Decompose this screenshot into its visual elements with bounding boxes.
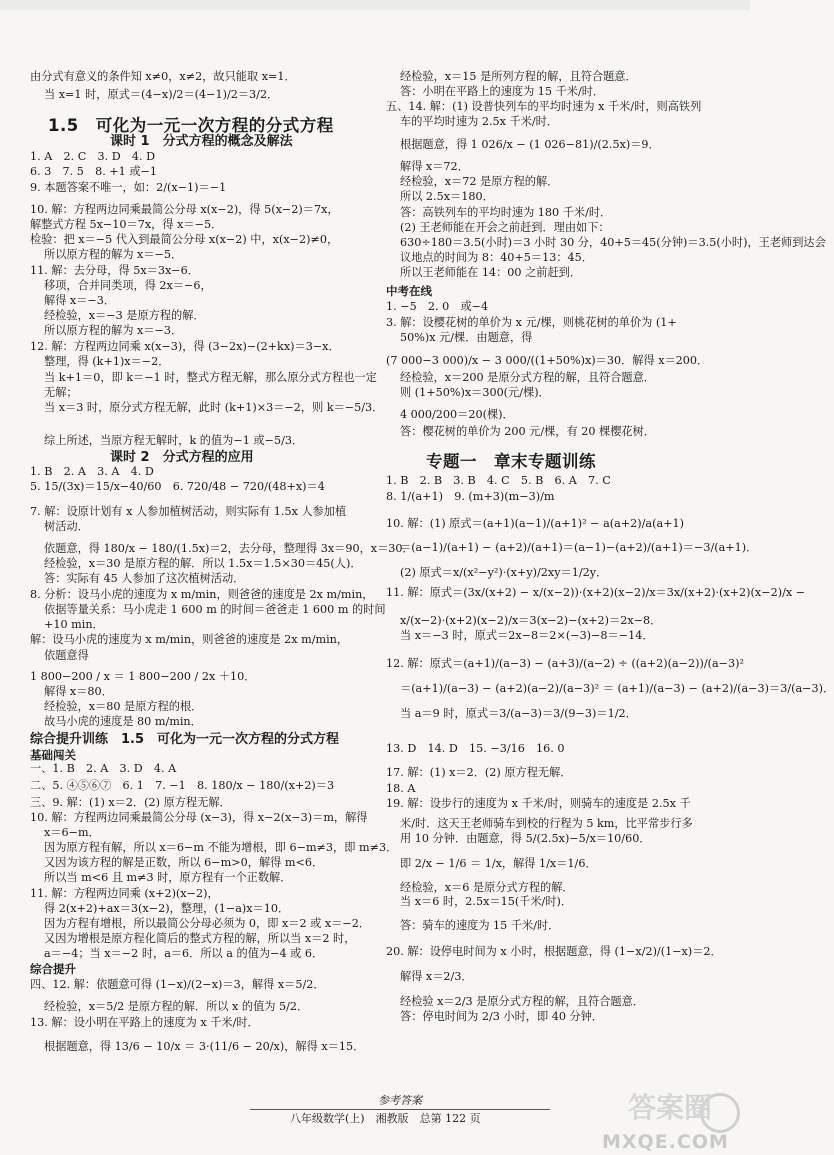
right-column-line: 17. 解：(1) x＝2．(2) 原方程无解． [386, 766, 572, 779]
left-column-line: 1.5 可化为一元一次方程的分式方程 [48, 116, 334, 135]
left-column-line: 6. 3 7. 5 8. +1 或−1 [30, 165, 158, 178]
right-column-line: 所以王老师能在 14：00 之前赶到． [400, 266, 582, 279]
top-scan-band [0, 0, 750, 10]
left-column-line: 经检验，x＝−3 是原方程的解． [44, 309, 205, 322]
left-column-line: x＝6−m． [44, 826, 100, 839]
right-column-line: 中考在线 [386, 284, 432, 298]
left-column-line: +10 min． [44, 618, 104, 631]
left-column-line: 答：实际有 45 人参加了这次植树活动． [44, 572, 245, 585]
right-column-line: x/(x−2)·(x+2)(x−2)/x＝3(x−2)−(x+2)＝2x−8． [400, 614, 662, 627]
right-column-line: 当 a＝9 时，原式＝3/(a−3)＝3/(9−3)＝1/2． [400, 707, 637, 720]
right-column-line: 8. 1/(a+1) 9. (m+3)(m−3)/m [386, 490, 555, 503]
right-column-line: (2) 原式＝x/(x²−y²)·(x+y)/2xy＝1/2y． [400, 566, 608, 579]
left-column-line: 树活动． [44, 520, 89, 533]
left-column-line: 9. 本题答案不唯一，如：2/(x−1)＝−1 [30, 181, 227, 194]
left-column-line: 当 x=1 时，原式＝(4−x)/2＝(4−1)/2＝3/2． [44, 88, 279, 101]
left-column-line: 1 800−200 / x ＝ 1 800−200 / 2x ＋10． [30, 670, 256, 683]
left-column-line: 又因为该方程的解是正数，所以 6−m>0，解得 m<6． [44, 856, 324, 869]
footer-page-info: 八年级数学(上) 湘教版 总第 122 页 [290, 1112, 481, 1125]
left-column-line: 经检验，x＝30 是原方程的解．所以 1.5x＝1.5×30＝45(人)． [44, 557, 362, 570]
left-column-line: 综上所述，当原方程无解时，k 的值为−1 或−5/3． [44, 434, 304, 447]
right-column-line: 专题一 章末专题训练 [426, 452, 596, 471]
watermark-url: MXQE.COM [602, 1131, 729, 1153]
footer-divider [250, 1109, 550, 1110]
left-column-line: 移项，合并同类项，得 2x＝−6， [44, 279, 212, 292]
right-column-line: 经检验，x＝72 是原方程的解． [400, 175, 559, 188]
right-column-line: 1. −5 2. 0 或−4 [386, 300, 489, 313]
right-column-line: 答：高铁列车的平均时速为 180 千米/时． [400, 206, 612, 219]
right-column-line: 当 x＝−3 时，原式＝2x−8＝2×(−3)−8＝−14． [400, 629, 654, 642]
left-column-line: 解：设马小虎的速度为 x m/min，则爸爸的速度是 2x m/min， [30, 633, 349, 646]
left-column-line: 无解； [44, 386, 78, 399]
left-column-line: 综合提升训练 1.5 可化为一元一次方程的分式方程 [30, 732, 340, 747]
left-column-line: 7. 解：设原计划有 x 人参加植树活动，则实际有 1.5x 人参加植 [30, 505, 347, 518]
right-column-line: 答：停电时间为 2/3 小时，即 40 分钟． [400, 1010, 604, 1023]
right-column-line: 1. B 2. B 3. B 4. C 5. B 6. A 7. C [386, 474, 611, 487]
left-column-line: 基础闯关 [30, 748, 76, 762]
left-column-line: 三、9. 解：(1) x＝2．(2) 原方程无解． [30, 796, 231, 809]
left-column-line: 13. 解：设小明在平路上的速度为 x 千米/时． [30, 1016, 259, 1029]
right-column-line: 11. 解：原式＝(3x/(x+2) − x/(x−2))·(x+2)(x−2)/x＝3x/(x+2)·(x+2)(x−2)/x − [386, 586, 806, 599]
right-column-line: 车的平均时速为 2.5x 千米/时． [400, 115, 559, 128]
left-column-line: 课时 1 分式方程的概念及解法 [110, 134, 293, 149]
left-column-line: 四、12. 解：依题意可得 (1−x)/(2−x)＝3，解得 x＝5/2． [30, 978, 325, 991]
right-column-line: ＝(a−1)/(a+1) − (a+2)/(a+1)＝(a−1)−(a+2)/(a+1)＝−3/(a+1)． [400, 541, 758, 554]
right-column-line: 经检验，x＝6 是原分式方程的解． [400, 881, 574, 894]
left-column-line: 二、5. ④⑤⑥⑦ 6. 1 7. −1 8. 180/x − 180/(x+2)＝3 [30, 779, 335, 792]
right-column-line: 答：骑车的速度为 15 千米/时． [400, 919, 560, 932]
footer-label: 参考答案 [378, 1094, 422, 1107]
left-column-line: 课时 2 分式方程的应用 [110, 450, 254, 465]
right-column-line: 所以 2.5x＝180． [400, 190, 494, 203]
left-column-line: 12. 解：方程两边同乘 x(x−3)，得 (3−2x)−(2+kx)＝3−x． [30, 340, 340, 353]
left-column-line: 一、1. B 2. A 3. D 4. A [30, 762, 177, 775]
left-column-line: 1. B 2. A 3. A 4. D [30, 465, 154, 478]
left-column-line: 综合提升 [30, 962, 76, 976]
left-column-line: 当 x＝3 时，原分式方程无解，此时 (k+1)×3＝−2，则 k＝−5/3． [44, 401, 384, 414]
right-column-line: 18. A [386, 782, 416, 795]
left-column-line: 8. 分析：设马小虎的速度为 x m/min，则爸爸的速度是 2x m/min， [30, 588, 374, 601]
left-column-line: 10. 解：方程两边同乘最简公分母 (x−3)，得 x−2(x−3)＝m，解得 [30, 811, 368, 824]
left-column-line: 检验：把 x＝−5 代入到最简公分母 x(x−2) 中，x(x−2)≠0， [30, 233, 339, 246]
right-column-line: 即 2/x − 1/6 ＝ 1/x，解得 1/x＝1/6． [400, 857, 597, 870]
right-column-line: (2) 王老师能在开会之前赶到．理由如下： [400, 221, 610, 234]
right-column-line: 答：樱花树的单价为 200 元/棵，有 20 棵樱花树． [400, 425, 655, 438]
right-column-line: 解得 x＝2/3． [400, 970, 473, 983]
left-column-line: 得 2(x+2)+ax＝3(x−2)，整理，(1−a)x＝10． [44, 902, 290, 915]
right-column-line: 则 (1+50%)x＝300(元/棵)． [400, 386, 550, 399]
left-column-line: 经检验，x＝5/2 是原方程的解．所以 x 的值为 5/2． [44, 1000, 309, 1013]
right-column-line: 解得 x＝72． [400, 160, 469, 173]
left-column-line: 所以原方程的解为 x＝−5． [44, 248, 183, 261]
left-column-line: 因为方程有增根，所以最简公分母必须为 0，即 x＝2 或 x＝−2． [44, 917, 371, 930]
right-column-line: 3. 解：设樱花树的单价为 x 元/棵，则桃花树的单价为 (1+ [386, 316, 677, 329]
right-column-line: 五、14. 解：(1) 设普快列车的平均时速为 x 千米/时，则高铁列 [386, 100, 702, 113]
right-column-line: ＝(a+1)/(a−3) − (a+2)(a−2)/(a−3)² ＝ (a+1)/(a−3) − (a+2)/(a−3)＝3/(a−3)． [400, 682, 834, 695]
right-column-line: 米/时．这天王老师骑车到校的行程为 5 km，比平常步行多 [400, 817, 693, 830]
right-column-line: 根据题意，得 1 026/x − (1 026−81)/(2.5x)＝9． [400, 138, 660, 151]
right-column-line: 经检验 x＝2/3 是原分式方程的解，且符合题意． [400, 995, 644, 1008]
left-column-line: 所以当 m<6 且 m≠3 时，原方程有一个正数解． [44, 871, 292, 884]
left-column-line: 由分式有意义的条件知 x≠0，x≠2，故只能取 x=1． [30, 70, 296, 83]
left-column-line: 解得 x＝80． [44, 685, 113, 698]
right-column-line: 4 000/200＝20(棵)． [400, 408, 514, 421]
left-column-line: 因为原方程有解，所以 x＝6−m 不能为增根，即 6−m≠3，即 m≠3． [44, 841, 398, 854]
left-column-line: 又因为增根是原方程化简后的整式方程的解，所以当 x＝2 时， [44, 932, 356, 945]
left-column-line: 5. 15/(3x)＝15/x−40/60 6. 720/48 − 720/(48+x)＝4 [30, 480, 325, 493]
left-column-line: 根据题意，得 13/6 − 10/x ＝ 3·(11/6 − 20/x)，解得 x＝15． [44, 1040, 365, 1053]
right-column-line: 答：小明在平路上的速度为 15 千米/时． [400, 85, 605, 98]
left-column-line: 所以原方程的解为 x＝−3． [44, 324, 183, 337]
right-column-line: 经检验，x＝15 是所列方程的解，且符合题意． [400, 70, 637, 83]
right-column-line: 经检验，x＝200 是原分式方程的解，且符合题意． [400, 371, 655, 384]
right-column-line: 13. D 14. D 15. −3/16 16. 0 [386, 742, 565, 755]
right-column-line: 12. 解：原式＝(a+1)/(a−3) − (a+3)/(a−2) ÷ ((a+2)(a−2))/(a−3)² [386, 657, 745, 670]
right-column-line: 用 10 分钟．由题意，得 5/(2.5x)−5/x＝10/60． [400, 832, 651, 845]
left-column-line: 故马小虎的速度是 80 m/min． [44, 715, 202, 728]
left-column-line: 当 k+1＝0，即 k＝−1 时，整式方程无解，那么原分式方程也一定 [44, 371, 377, 384]
left-column-line: a＝−4；当 x＝−2 时，a＝6．所以 a 的值为−4 或 6． [44, 947, 324, 960]
left-column-line: 依据等量关系：马小虎走 1 600 m 的时间＝爸爸走 1 600 m 的时间 [44, 603, 386, 616]
left-column-line: 1. A 2. C 3. D 4. D [30, 150, 156, 163]
right-column-line: 19. 解：设步行的速度为 x 千米/时，则骑车的速度是 2.5x 千 [386, 797, 691, 810]
left-column-line: 依题意，得 180/x − 180/(1.5x)＝2，去分母，整理得 3x＝90，x＝30． [44, 542, 414, 555]
left-column-line: 11. 解：去分母，得 5x＝3x−6． [30, 264, 199, 277]
left-column-line: 整理，得 (k+1)x＝−2． [44, 355, 170, 368]
right-column-line: 当 x＝6 时，2.5x＝15(千米/时)． [400, 895, 573, 908]
watermark-text: 答案圈 [628, 1091, 713, 1124]
right-column-line: 10. 解：(1) 原式＝(a+1)(a−1)/(a+1)² − a(a+2)/a(a+1) [386, 517, 684, 530]
left-column-line: 11. 解：方程两边同乘 (x+2)(x−2)， [30, 887, 219, 900]
right-column-line: 630÷180＝3.5(小时)＝3 小时 30 分，40+5＝45(分钟)＝3.5(小时)，王老师到达会 [400, 236, 826, 249]
left-column-line: 经检验，x＝80 是原方程的根． [44, 700, 203, 713]
right-column-line: 50%)x 元/棵．由题意，得 [400, 331, 533, 344]
right-column-line: (7 000−3 000)/x − 3 000/((1+50%)x)＝30．解得 x＝200． [386, 354, 709, 367]
left-column-line: 解整式方程 5x−10＝7x，得 x＝−5． [30, 218, 223, 231]
left-column-line: 依题意得 [44, 649, 89, 662]
right-column-line: 议地点的时间为 8：40+5＝13：45． [400, 251, 593, 264]
right-column-line: 20. 解：设停电时间为 x 小时，根据题意，得 (1−x/2)/(1−x)＝2． [386, 945, 722, 958]
left-column-line: 10. 解：方程两边同乘最简公分母 x(x−2)，得 5(x−2)＝7x， [30, 203, 339, 216]
left-column-line: 解得 x＝−3． [44, 294, 116, 307]
